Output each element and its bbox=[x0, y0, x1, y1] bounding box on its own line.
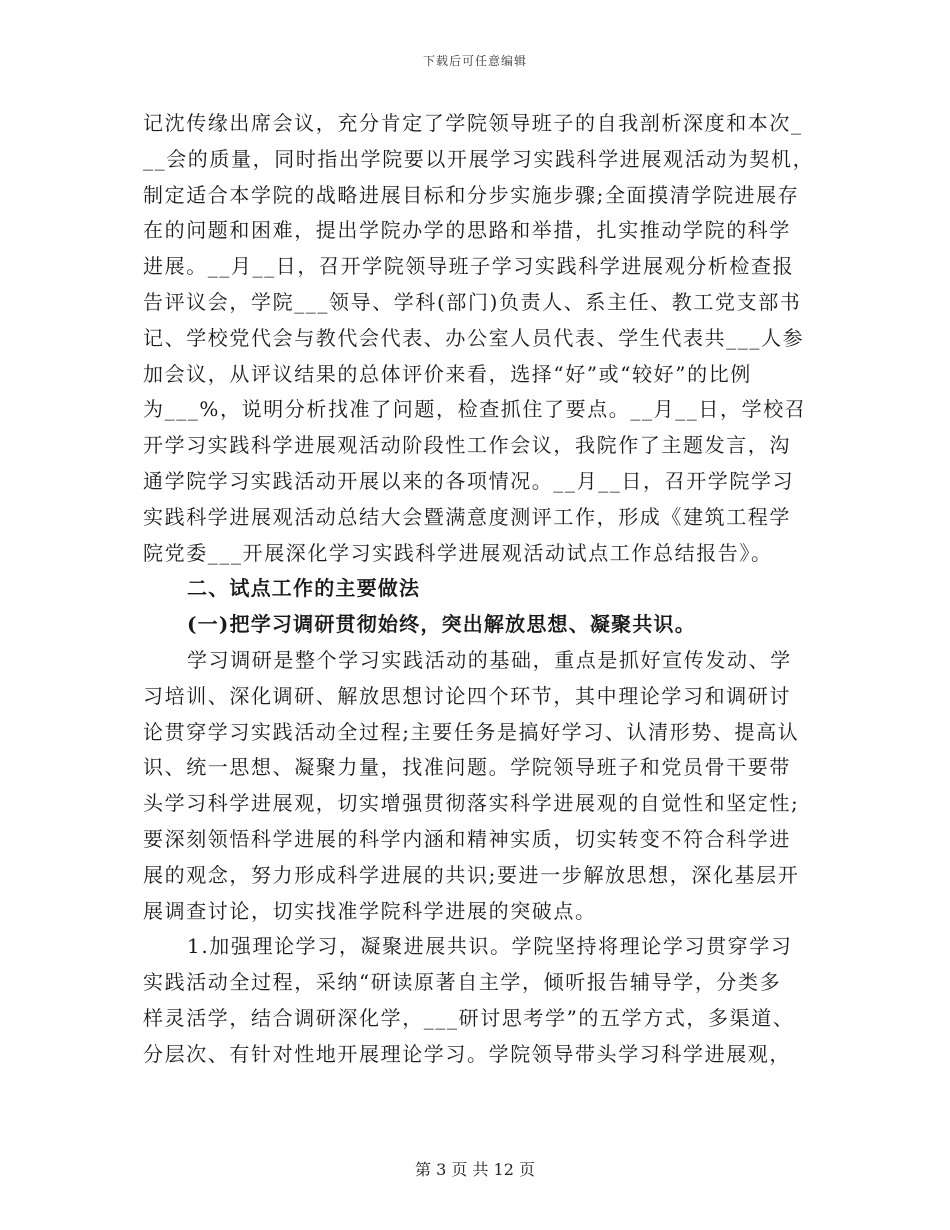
text-line: 进展。__月__日，召开学院领导班子学习实践科学进展观分析检查报 bbox=[143, 254, 795, 279]
text-line: 院党委___开展深化学习实践科学进展观活动试点工作总结报告》。 bbox=[143, 540, 773, 565]
text-line: 样灵活学，结合调研深化学，___研讨思考学”的五学方式，多渠道、 bbox=[143, 1005, 795, 1030]
text-line: 通学院学习实践活动开展以来的各项情况。__月__日，召开学院学习 bbox=[143, 468, 795, 493]
text-line: 实践活动全过程，采纳“研读原著自主学，倾听报告辅导学，分类多 bbox=[143, 970, 782, 995]
text-line: 论贯穿学习实践活动全过程;主要任务是搞好学习、认清形势、提高认 bbox=[143, 719, 800, 744]
document-body bbox=[143, 106, 813, 1073]
subsection-heading: (一)把学习调研贯彻始终，突出解放思想、凝聚共识。 bbox=[187, 612, 696, 637]
text-line: __会的质量，同时指出学院要以开展学习实践科学进展观活动为契机， bbox=[143, 146, 815, 171]
text-line: 告评议会，学院___领导、学科(部门)负责人、系主任、教工党支部书 bbox=[143, 289, 802, 314]
text-line: 加会议，从评议结果的总体评价来看，选择“好”或“较好”的比例 bbox=[143, 361, 752, 386]
text-line: 制定适合本学院的战略进展目标和分步实施步骤;全面摸清学院进展存 bbox=[143, 182, 800, 207]
text-line: 在的问题和困难，提出学院办学的思路和举措，扎实推动学院的科学 bbox=[143, 218, 791, 243]
text-line: 识、统一思想、凝聚力量，找准问题。学院领导班子和党员骨干要带 bbox=[143, 755, 791, 780]
text-line: 分层次、有针对性地开展理论学习。学院领导带头学习科学进展观， bbox=[143, 1041, 791, 1066]
page-header: 下载后可任意编辑 bbox=[422, 54, 527, 68]
text-line: 展调查讨论，切实找准学院科学进展的突破点。 bbox=[143, 898, 597, 923]
text-line: 1.加强理论学习，凝聚进展共识。学院坚持将理论学习贯穿学习 bbox=[187, 934, 793, 959]
text-line: 为___%，说明分析找准了问题，检查抓住了要点。__月__日，学校召 bbox=[143, 397, 807, 422]
text-line: 习培训、深化调研、解放思想讨论四个环节，其中理论学习和调研讨 bbox=[143, 683, 791, 708]
section-heading: 二、试点工作的主要做法 bbox=[187, 576, 421, 601]
text-line: 要深刻领悟科学进展的科学内涵和精神实质，切实转变不符合科学进 bbox=[143, 826, 791, 851]
text-line: 学习调研是整个学习实践活动的基础，重点是抓好宣传发动、学 bbox=[187, 647, 792, 672]
page-footer: 第 3 页 共 12 页 bbox=[415, 1160, 535, 1179]
text-line: 开学习实践科学进展观活动阶段性工作会议，我院作了主题发言，沟 bbox=[143, 433, 791, 458]
text-line: 实践科学进展观活动总结大会暨满意度测评工作，形成《建筑工程学 bbox=[143, 504, 791, 529]
text-line: 展的观念，努力形成科学进展的共识;要进一步解放思想，深化基层开 bbox=[143, 862, 800, 887]
text-line: 头学习科学进展观，切实增强贯彻落实科学进展观的自觉性和坚定性; bbox=[143, 791, 800, 816]
text-line: 记沈传缘出席会议，充分肯定了学院领导班子的自我剖析深度和本次_ bbox=[143, 111, 803, 135]
text-line: 记、学校党代会与教代会代表、办公室人员代表、学生代表共___人参 bbox=[143, 325, 805, 350]
